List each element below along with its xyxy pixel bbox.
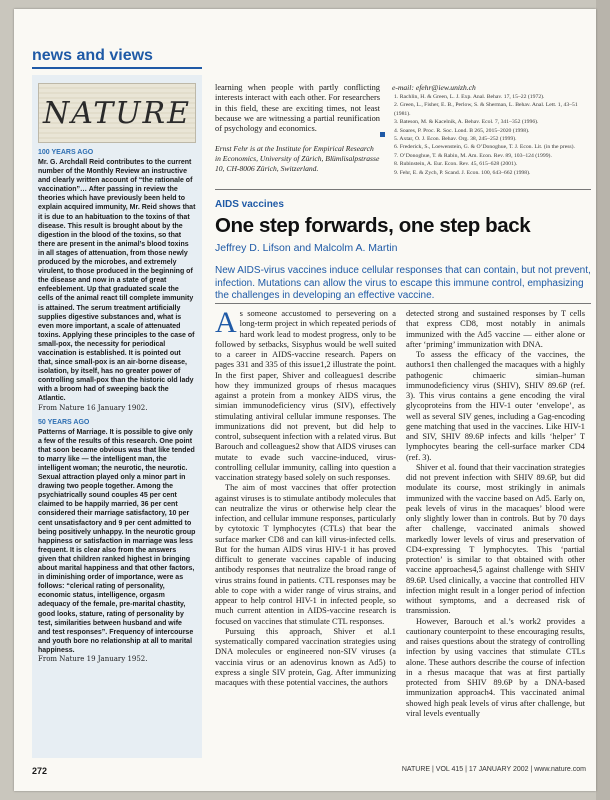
banner-text: NATURE bbox=[42, 95, 192, 131]
hundred-years-citation: From Nature 16 January 1902. bbox=[38, 403, 148, 412]
article-paragraph: detected strong and sustained responses by T cells that express CD8, most notably in animals immunized with the Ad5 vaccine — either alone or after ‘priming’ immunization with DNA. bbox=[406, 309, 585, 349]
article-column-2 bbox=[406, 309, 585, 719]
nature-banner-image bbox=[38, 83, 196, 143]
reference-item: 6. Frederick, S., Loewenstein, G. & O’Donoghue, T. J. Econ. Lit. (in the press). bbox=[394, 144, 575, 151]
reference-list bbox=[394, 93, 580, 177]
article-top-rule bbox=[215, 189, 591, 190]
fifty-years-heading: 50 YEARS AGO bbox=[38, 418, 90, 426]
section-title: news and views bbox=[32, 47, 153, 64]
article-column-1 bbox=[215, 306, 396, 688]
reference-item: 7. O’Donoghue, T. & Rabin, M. Am. Econ. Rev. 89, 103–124 (1999). bbox=[394, 152, 552, 159]
fifty-years-citation: From Nature 19 January 1952. bbox=[38, 654, 148, 663]
article-category-tag: AIDS vaccines bbox=[215, 199, 284, 210]
hundred-years-heading: 100 YEARS AGO bbox=[38, 149, 94, 156]
journal-footer: NATURE | VOL 415 | 17 JANUARY 2002 | www.nature.com bbox=[401, 766, 586, 773]
reference-item: 9. Fehr, E. & Zych, P. Scand. J. Econ. 100, 643–662 (1998). bbox=[394, 169, 531, 176]
drop-cap: A bbox=[215, 306, 237, 339]
prev-article-paragraph: learning when people with partly conflicting interests interact with each other. For researchers in this field, these are exciting times, not least because we are witnessing a partial reunification of psychology and economics. bbox=[215, 83, 380, 133]
reference-item: 8. Rubinstein, A. Eur. Econ. Rev. 45, 615–628 (2001). bbox=[394, 161, 518, 168]
journal-page bbox=[14, 9, 596, 791]
author-email: e-mail: efehr@iew.unizh.ch bbox=[392, 83, 476, 92]
reference-item: 1. Rachlin, H. & Green, L. J. Exp. Anal. Behav. 17, 15–22 (1972). bbox=[394, 94, 545, 100]
article-standfirst: New AIDS-virus vaccines induce cellular responses that can contain, but not prevent, infection. Mutations can allow the virus to escape this immune control, emphasizing the challenges in developing an effective vaccine. bbox=[215, 265, 591, 301]
author-affiliation: Ernst Fehr is at the Institute for Empirical Research in Economics, University of Zürich, Blümlisalpstrasse 10, CH-8006 Zürich, Switzerland. bbox=[215, 144, 380, 173]
reference-item: 3. Bateson, M. & Kacelnik, A. Behav. Ecol. 7, 341–352 (1996). bbox=[394, 119, 539, 126]
hundred-years-body: Mr. G. Archdall Reid contributes to the current number of the Monthly Review an instructive and clearly written account of “the rationale of vaccination”… After passing in review the theories which have previously been held to explain acquired immunity, Mr. Reid shows that it is due to an habituation to the toxins of that disease. This result is brought about by the digestion in the blood of the toxins, so that there are present in the animal’s blood toxins in all stages of attenuation, from those newly produced by the microbes, and extremely virulent, to those produced in the beginning of the disease and now in a state of great enfeeblement. Up that graduated scale the cells of the animal react till complete immunity is attained. The serum treatment artificially supplies digestive substances and, what is even more important, a scale of attenuated toxins. Applying these principles to the case of small-pox, the necessity for periodical vaccination is established. It is pointed out that, since small-pox is an air-borne disease, isolation, by itself, has no greater power of controlling small-pox than the historic old lady with a broom had of sweeping back the Atlantic. bbox=[38, 159, 196, 403]
article-paragraph: Shiver et al. found that their vaccination strategies did not prevent infection with SHIV 89.6P, but did modulate its course, most strikingly in animals immunized with the vaccine based on Ad5. Early on, peak levels of virus in the macaques’ blood were only slightly lower than in controls. But by 70 days after challenge, vaccinated animals showed markedly lower levels of virus and preservation of CD4-expressing T lymphocytes. This ‘partial protection’ is similar to that obtained with other vaccine approaches4,5 against challenge with SHIV 89.6P. Used clinically, a vaccine that controlled HIV infection might result in a longer period of infection without symptoms, and a decreased risk of transmission. bbox=[406, 462, 585, 616]
page-number: 272 bbox=[32, 766, 48, 776]
article-paragraph: However, Barouch et al.’s work2 provides a cautionary counterpoint to these encouraging results, and raises questions about the strategy of controlling infection by using vaccines that stimulate CTLs alone. These authors describe the course of infection in a rhesus macaque that was at first partially protected from SHIV 89.6P by a DNA-based immunization approach4. This vaccinated animal showed high peak levels of virus after challenge, but viral levels eventually bbox=[406, 616, 585, 718]
end-square-icon bbox=[380, 132, 385, 137]
reference-item: 5. Axtar, O. J. Econ. Behav. Org. 38, 245–252 (1999). bbox=[394, 136, 517, 143]
history-sidebar bbox=[32, 75, 202, 758]
article-title: One step forwards, one step back bbox=[215, 214, 531, 237]
reference-item: 4. Soares, P. Proc. R. Soc. Lond. B 265, 2015–2020 (1998). bbox=[394, 127, 530, 134]
article-authors: Jeffrey D. Lifson and Malcolm A. Martin bbox=[215, 242, 398, 254]
prev-article-text bbox=[215, 83, 380, 134]
fifty-years-body: Patterns of Marriage. It is possible to give only a few of the results of this research. One point that soon became obvious was that like tended to marry like — the intelligent man, the intelligent woman; the neurotic, the neurotic. Sexual attraction played only a minor part in drawing two people together. Among the psychiatrically sound couples 45 per cent claimed to be happily married, 36 per cent considered their marriage satisfactory, 10 per cent unsatisfactory and 9 per cent admitted to being positively unhappy. In the neurotic group happiness or satisfaction in marriage was less frequent. It is clear also from the answers given that children ranked highest in bringing about marital happiness and that other factors, in diminishing order of importance, were as follows: “clerical rating of personality, economic status, intelligence, orgasm adequacy of the female, pre-marital chastity, good looks, stature, rating of personality by test, similarities between husband and wife and test responses”. Frequency of intercourse and youth bore no relationship at all to marital happiness. bbox=[38, 428, 196, 654]
section-rule bbox=[32, 67, 202, 69]
article-paragraph: Pursuing this approach, Shiver et al.1 systematically compared vaccination strategies using DNA molecules or engineered non-SIV viruses (a vaccinia virus or an adenovirus known as Ad5) to express a single SIV protein, Gag. After immunizing macaques with these potential vaccines, the authors bbox=[215, 626, 396, 687]
right-page-edge bbox=[596, 0, 610, 800]
reference-item: 2. Green, L., Fisher, E. B., Perlow, S. & Sherman, L. Behav. Anal. Lett. 1, 43–51 (1981). bbox=[394, 102, 578, 117]
article-paragraph: The aim of most vaccines that offer protection against viruses is to stimulate antibody molecules that can neutralize the virus or otherwise help clear the infection, and cellular immune responses, particularly by cytotoxic T lymphocytes (CTLs) that bear the surface marker CD8 and can kill virus-infected cells. But for the human AIDS virus HIV-1 it has proved difficult to generate vaccines capable of inducing antibody responses that neutralize the broad range of virus strains found in patients. CTL responses may be able to cope with a wider range of virus strains, and appear to help control HIV-1 in infected people, so much current attention in AIDS-vaccine research is focused on vaccines that stimulate CTL responses. bbox=[215, 483, 396, 626]
standfirst-rule bbox=[215, 303, 591, 304]
article-paragraph: To assess the efficacy of the vaccines, the authors1 then challenged the macaques with a highly pathogenic chimaeric simian–human immunodeficiency virus (SHIV), SHIV 89.6P (ref. 3). This virus contains a gene encoding the viral glycoproteins from the HIV-1 outer ‘envelope’, as well as several SIV genes, including a Gag-encoding gene matching that used in the vaccines. Like HIV-1 and SIV, SHIV 89.6P infects and kills ‘helper’ T lymphocytes bearing the cell-surface marker CD4 (ref. 3). bbox=[406, 350, 585, 462]
article-paragraph: As someone accustomed to persevering on a long-term project in which repeated periods of hard work lead to modest progress, only to be followed by setbacks, Sisyphus would be well suited to a career in AIDS-vaccine research. Papers on pages 331 and 335 of this issue1,2 illustrate the point. In the first paper, Shiver and colleagues1 describe how they immunized groups of rhesus macaques against a protein from a monkey AIDS virus, the simian immunodeficiency virus (SIV), effectively stimulating antiviral cellular immune responses. The immunizations did not prevent, but did help to control, subsequent infection with a related virus. But Barouch and colleagues2 show that AIDS viruses can mutate to evade such vaccine-induced, virus-controlling cellular immunity, calling into question a vaccination strategy based solely on such responses. bbox=[215, 306, 396, 482]
